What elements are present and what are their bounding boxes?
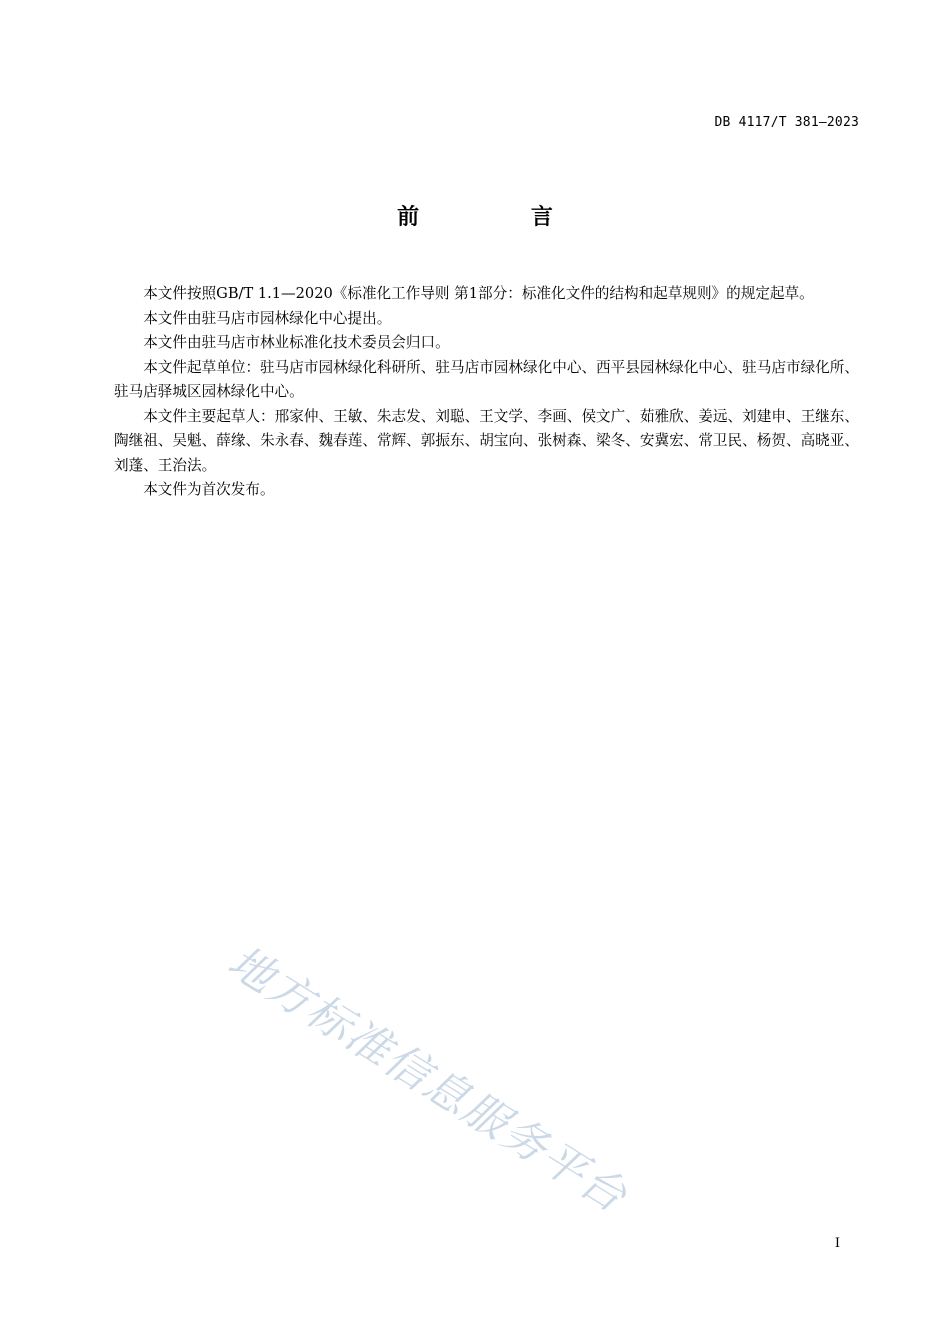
paragraph-proposer: 本文件由驻马店市园林绿化中心提出。 [143,309,392,327]
page-title: 前 言 [397,205,605,230]
paragraph-drafting-rules: 本文件按照GB/T 1.1—2020《标准化工作导则 第1部分：标准化文件的结构和起草规则》的规定起草。 [143,285,814,302]
watermark: 地方标准信息服务平台 [219,936,637,1224]
paragraph-committee: 本文件由驻马店市林业标准化技术委员会归口。 [143,334,450,351]
paragraph-first-release: 本文件为首次发布。 [143,481,275,498]
paragraph-drafting-units: 本文件起草单位：驻马店市园林绿化科研所、驻马店市园林绿化中心、西平县园林绿化中心、驻马店市绿化所、驻马店驿城区园林绿化中心。 [114,358,859,400]
document-code: DB 4117/T 381—2023 [714,115,859,130]
paragraph-drafters: 本文件主要起草人：邢家仲、王敏、朱志发、刘聪、王文学、李画、侯文广、茹雅欣、姜远、刘建申、王继东、陶继祖、吴魁、薛缘、朱永春、魏春莲、常辉、郭振东、胡宝向、张树森、梁冬、安冀宏、常卫民、杨贺、高晓亚、刘蓬、王治法。 [114,407,859,474]
page-number: I [834,1236,840,1251]
foreword-body [114,282,859,503]
